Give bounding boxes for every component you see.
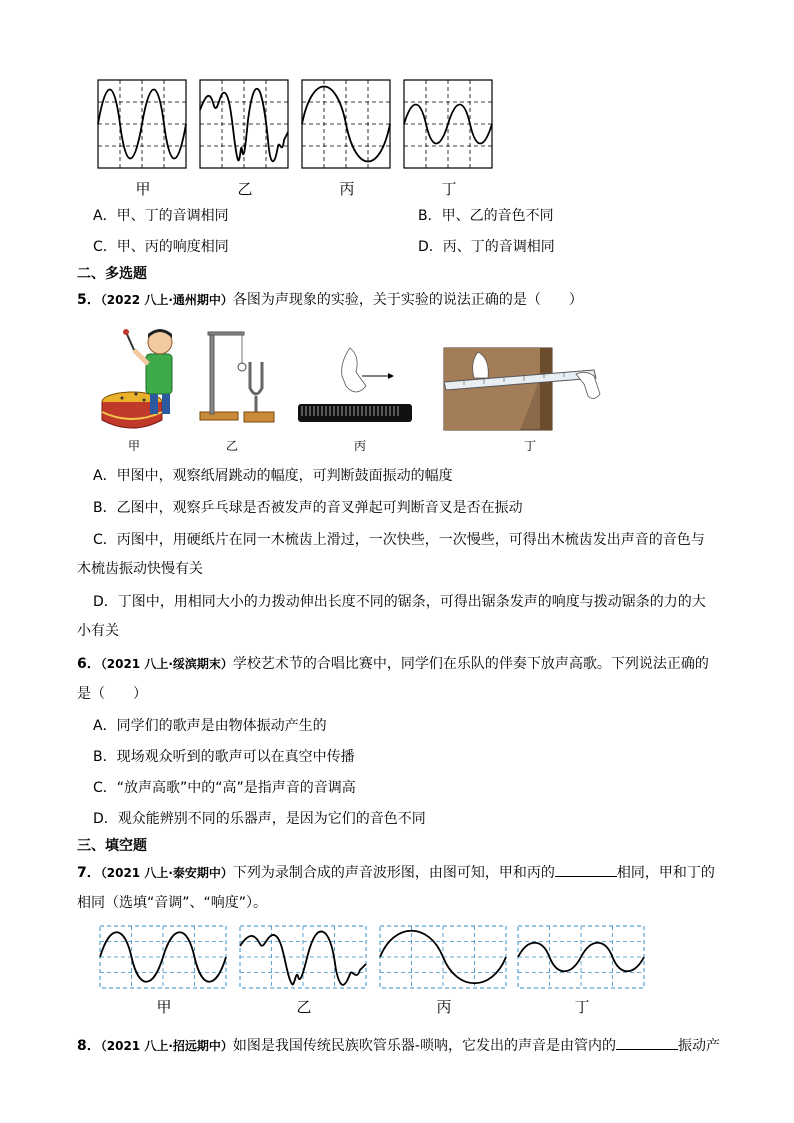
panel-label: 丁 [441, 180, 457, 198]
q8-number: 8． [77, 1038, 101, 1054]
q7-stem-cont: 相同（选填“音调”、“响度”）。 [77, 895, 268, 911]
tuning-fork-figure [198, 326, 280, 430]
q5-option-c-cont: 木梳齿振动快慢有关 [77, 561, 203, 577]
q7-stem-text: 下列为录制合成的声音波形图，由图可知，甲和丙的 [232, 865, 555, 881]
answer-blank[interactable] [616, 1035, 678, 1050]
figure-label: 甲 [127, 439, 140, 453]
waveform-panel-jia [98, 80, 188, 170]
waveform-panel-ding [518, 926, 646, 990]
panel-label: 乙 [237, 180, 253, 198]
q8-stem-text: 如图是我国传统民族吹管乐器-唢呐，它发出的声音是由管内的 [232, 1038, 616, 1054]
q7-number: 7． [77, 865, 101, 881]
panel-label: 甲 [135, 180, 151, 198]
q4-option-b: B．甲、乙的音色不同 [418, 208, 554, 224]
q7-source: （2021 八上·泰安期中） [100, 866, 233, 880]
section-title-multiple-choice: 二、多选题 [77, 266, 147, 282]
q6-source: （2021 八上·绥滨期末） [100, 657, 233, 671]
q6-number: 6． [77, 656, 101, 672]
drum-experiment-figure [98, 328, 182, 432]
q5-stem [77, 290, 583, 310]
answer-blank[interactable] [555, 862, 617, 877]
q4-option-c: C．甲、丙的响度相同 [93, 239, 229, 255]
panel-label: 甲 [156, 998, 172, 1016]
panel-label: 丁 [574, 998, 590, 1016]
q8-stem [77, 1035, 720, 1056]
q6-option-c: C．“放声高歌”中的“高”是指声音的音调高 [93, 780, 356, 796]
q5-stem-text: 各图为声现象的实验，关于实验的说法正确的是（ ） [232, 292, 583, 308]
waveform-panel-yi [200, 80, 290, 170]
q5-option-c: C．丙图中，用硬纸片在同一木梳齿上滑过，一次快些，一次慢些，可得出木梳齿发出声音的音色与 [93, 532, 705, 548]
q5-number: 5． [77, 292, 101, 308]
panel-label: 乙 [296, 998, 312, 1016]
q5-source: （2022 八上·通州期中） [100, 293, 233, 307]
comb-figure [296, 346, 416, 432]
figure-label: 乙 [225, 439, 238, 453]
q7-stem-text-2: 相同，甲和丁的 [616, 865, 715, 881]
q5-option-d: D．丁图中，用相同大小的力拨动伸出长度不同的锯条，可得出锯条发声的响度与拨动锯条的力的大 [93, 594, 706, 610]
waveform-panel-jia [100, 926, 228, 990]
waveform-panel-ding [404, 80, 494, 170]
ruler-table-figure [444, 344, 604, 432]
waveform-panel-yi [240, 926, 368, 990]
q6-stem-cont: 是（ ） [77, 686, 147, 702]
q8-source: （2021 八上·招远期中） [100, 1039, 233, 1053]
figure-label: 丙 [353, 439, 366, 453]
panel-label: 丙 [339, 180, 355, 198]
q8-stem-text-2: 振动产 [677, 1038, 720, 1054]
q6-stem [77, 654, 709, 674]
q6-option-d: D．观众能辨别不同的乐器声，是因为它们的音色不同 [93, 811, 426, 827]
q6-option-b: B．现场观众听到的歌声可以在真空中传播 [93, 749, 355, 765]
q6-option-a: A．同学们的歌声是由物体振动产生的 [93, 718, 327, 734]
q7-stem [77, 862, 715, 883]
q4-option-d: D．丙、丁的音调相同 [418, 239, 555, 255]
q4-option-a: A．甲、丁的音调相同 [93, 208, 229, 224]
waveform-panel-bing [302, 80, 392, 170]
panel-label: 丙 [436, 998, 452, 1016]
q5-option-a: A．甲图中，观察纸屑跳动的幅度，可判断鼓面振动的幅度 [93, 468, 453, 484]
section-title-fill-in: 三、填空题 [77, 838, 147, 854]
waveform-panel-bing [380, 926, 508, 990]
figure-label: 丁 [523, 439, 536, 453]
q6-stem-text: 学校艺术节的合唱比赛中，同学们在乐队的伴奏下放声高歌。下列说法正确的 [232, 656, 709, 672]
q5-option-d-cont: 小有关 [77, 623, 119, 639]
q5-option-b: B．乙图中，观察乒乓球是否被发声的音叉弹起可判断音叉是否在振动 [93, 500, 523, 516]
